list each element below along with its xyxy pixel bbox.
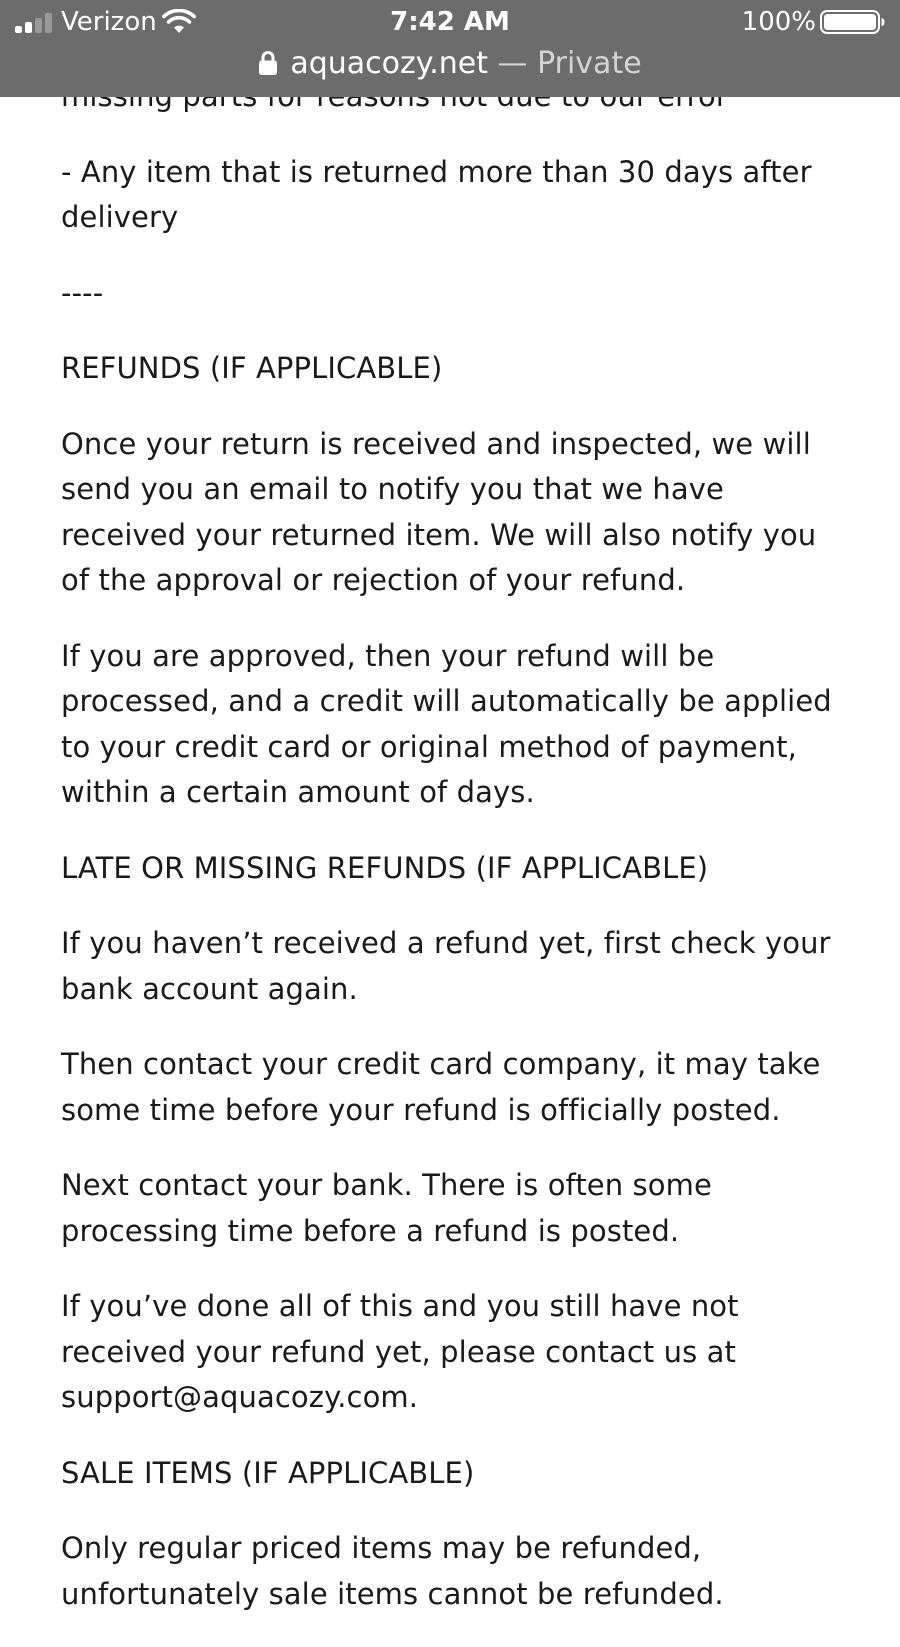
clock-time: 7:42 AM (390, 7, 510, 37)
late-refunds-paragraph-1: If you haven’t received a refund yet, first check your bank account again. (61, 926, 831, 1006)
late-refunds-paragraph-4: If you’ve done all of this and you still have not received your refund yet, please contact us at support@aquacozy.com. (61, 1289, 739, 1414)
lock-icon (258, 50, 278, 76)
section-divider: ---- (61, 275, 104, 310)
sale-items-heading: SALE ITEMS (IF APPLICABLE) (61, 1455, 475, 1490)
refunds-paragraph-1: Once your return is received and inspected, we will send you an email to notify you that we have received your returned item. We will also notify you of the approval or rejection of your refund. (61, 426, 817, 597)
refunds-heading: REFUNDS (IF APPLICABLE) (61, 351, 443, 385)
late-refunds-paragraph-3: Next contact your bank. There is often some processing time before a refund is posted. (61, 1168, 712, 1248)
browser-status-bar (0, 0, 900, 97)
refunds-paragraph-2: If you are approved, then your refund will be processed, and a credit will automatically be applied to your credit card or original method of payment, within a certain amount of days. (61, 638, 832, 809)
refund-policy-content (61, 74, 851, 1647)
sale-items-paragraph: Only regular priced items may be refunded, unfortunately sale items cannot be refunded. (61, 1531, 724, 1611)
late-refunds-paragraph-2: Then contact your credit card company, it may take some time before your refund is officially posted. (61, 1047, 821, 1127)
url-domain: aquacozy.net (290, 46, 488, 81)
system-status-row (0, 0, 900, 44)
private-mode-label: — Private (488, 46, 642, 81)
late-refunds-heading: LATE OR MISSING REFUNDS (IF APPLICABLE) (61, 850, 709, 885)
carrier-name: Verizon (61, 7, 157, 37)
battery-icon (820, 10, 886, 34)
address-bar[interactable] (0, 44, 900, 92)
battery-percent: 100% (741, 7, 816, 37)
bullet-30-days: - Any item that is returned more than 30 days after delivery (61, 154, 812, 234)
